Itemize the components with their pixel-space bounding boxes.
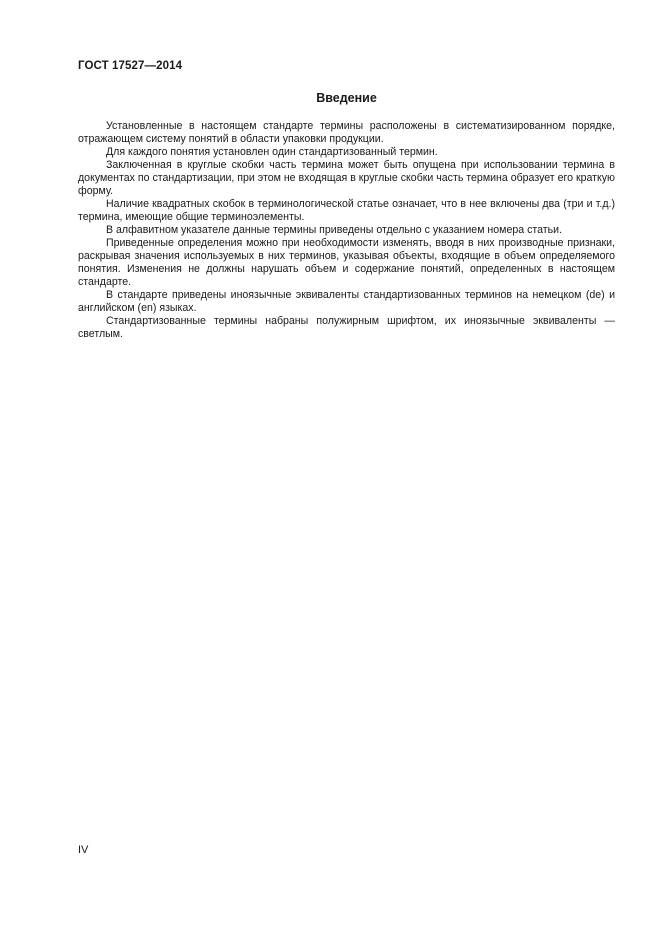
paragraph: Стандартизованные термины набраны полужирным шрифтом, их иноязычные эквиваленты — светлым. xyxy=(78,315,615,340)
paragraph: Установленные в настоящем стандарте термины расположены в систематизированном порядке, отражающем систему понятий в области упаковки продукции. xyxy=(78,120,615,145)
page-number: IV xyxy=(78,844,89,856)
body-text xyxy=(78,120,615,341)
paragraph: Наличие квадратных скобок в терминологической статье означает, что в нее включены два (три и т.д.) термина, имеющие общие терминоэлементы. xyxy=(78,198,615,223)
paragraph: Приведенные определения можно при необходимости изменять, вводя в них производные признаки, раскрывая значения используемых в них терминов, указывая объекты, входящие в объем определяемого понятия. Изменения не должны нарушать объем и содержание понятий, определенных в настоящем стандарте. xyxy=(78,237,615,288)
paragraph: Для каждого понятия установлен один стандартизованный термин. xyxy=(106,146,438,158)
document-code: ГОСТ 17527—2014 xyxy=(78,60,183,72)
paragraph: В алфавитном указателе данные термины приведены отдельно с указанием номера статьи. xyxy=(106,224,562,236)
paragraph: Заключенная в круглые скобки часть термина может быть опущена при использовании термина в документах по стандартизации, при этом не входящая в круглые скобки часть термина образует его краткую форму. xyxy=(78,159,615,197)
paragraph: В стандарте приведены иноязычные эквиваленты стандартизованных терминов на немецком (de) и английском (en) языках. xyxy=(78,289,615,314)
section-title: Введение xyxy=(316,91,377,105)
